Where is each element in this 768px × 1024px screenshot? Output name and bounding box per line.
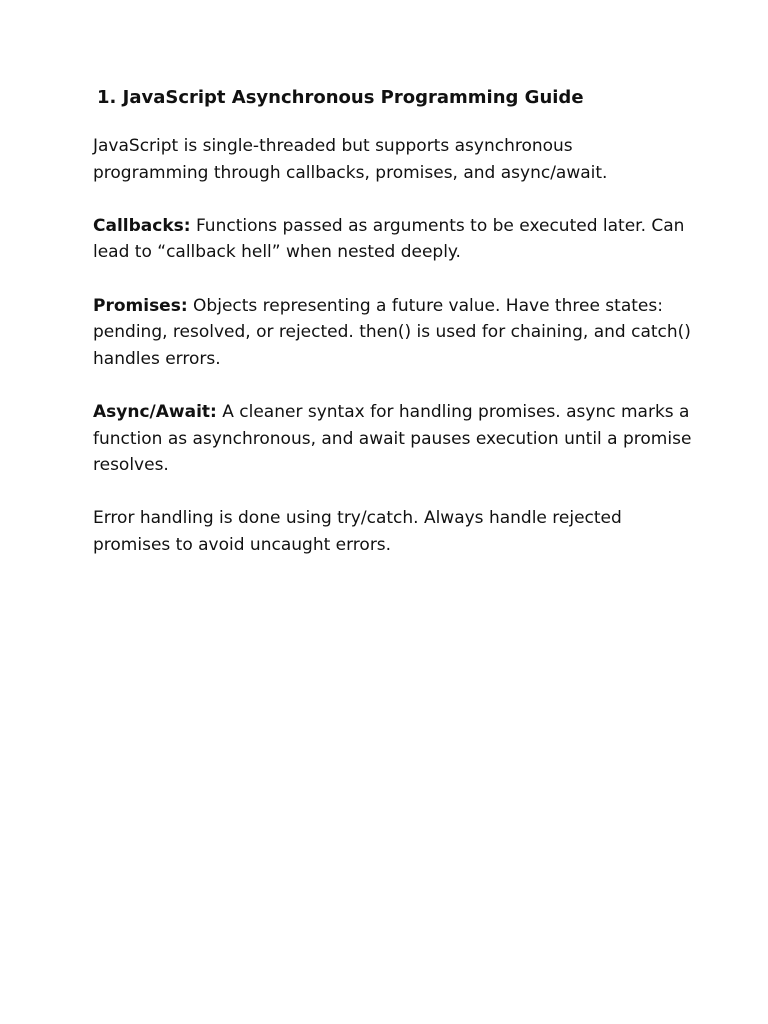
document-body	[93, 133, 693, 585]
async-await-description: A cleaner syntax for handling promises. async marks a function as asynchronous, and await pauses execution until a promise resolves.	[93, 401, 692, 476]
async-await-paragraph	[93, 399, 693, 479]
callbacks-paragraph	[93, 213, 693, 266]
document-title: 1. JavaScript Asynchronous Programming Guide	[97, 87, 584, 108]
closing-paragraph: Error handling is done using try/catch. Always handle rejected promises to avoid uncaught errors.	[93, 508, 622, 555]
callbacks-term: Callbacks:	[93, 215, 191, 236]
promises-paragraph	[93, 293, 693, 373]
callbacks-description: Functions passed as arguments to be executed later. Can lead to “callback hell” when nested deeply.	[93, 215, 685, 263]
intro-paragraph: JavaScript is single-threaded but supports asynchronous programming through callbacks, promises, and async/await.	[93, 136, 608, 183]
async-await-term: Async/Await:	[93, 401, 217, 422]
promises-description: Objects representing a future value. Have three states: pending, resolved, or rejected. then() is used for chaining, and catch() handles errors.	[93, 295, 691, 369]
promises-term: Promises:	[93, 295, 188, 316]
